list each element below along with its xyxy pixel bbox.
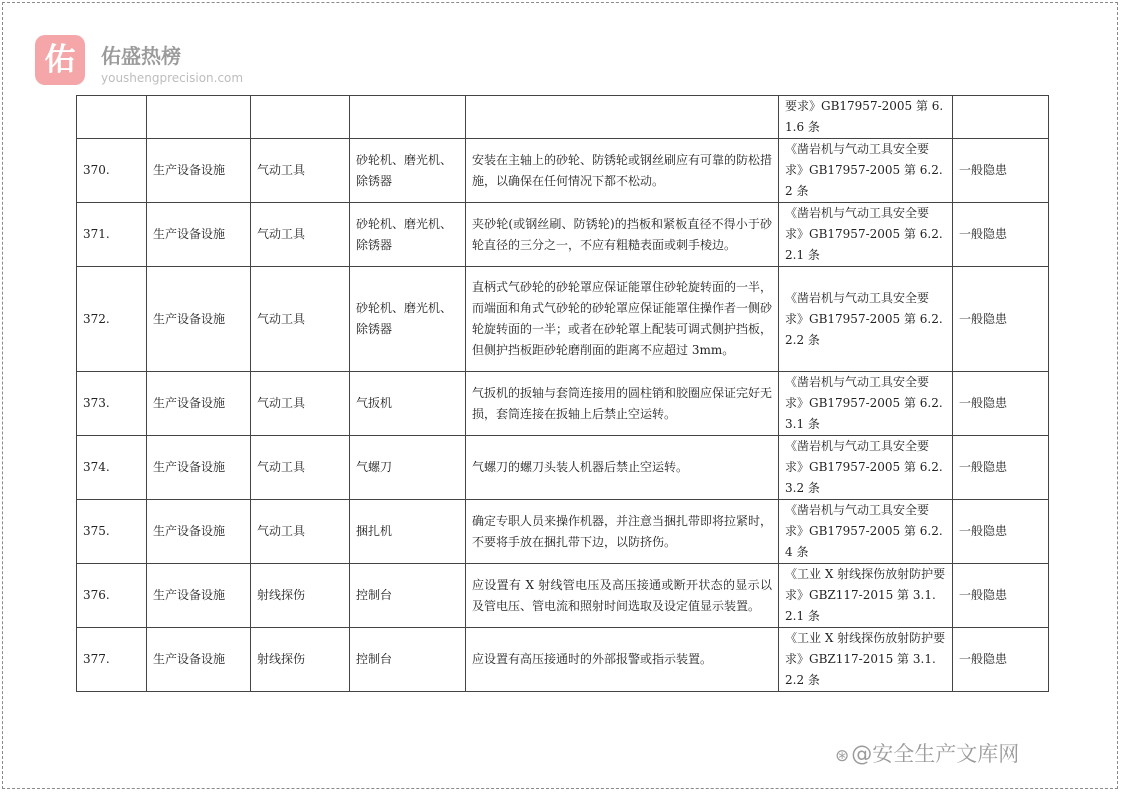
subcategory-cell: 射线探伤	[251, 564, 350, 628]
table-row	[77, 564, 1049, 628]
requirement-cell: 直柄式气砂轮的砂轮罩应保证能罩住砂轮旋转面的一半，而端面和角式气砂轮的砂轮罩应保证能罩住操作者一侧砂轮旋转面的一半；或者在砂轮罩上配装可调式侧护挡板，但侧护挡板距砂轮磨削面的距离不应超过 3mm。	[466, 267, 779, 372]
subcategory-cell: 气动工具	[251, 139, 350, 203]
requirement-cell: 应设置有 X 射线管电压及高压接通或断开状态的显示以及管电压、管电流和照射时间选取及设定值显示装置。	[466, 564, 779, 628]
table-row	[77, 267, 1049, 372]
basis-cell: 《凿岩机与气动工具安全要求》GB17957-2005 第 6.2.2.1 条	[779, 203, 953, 267]
hazard-level-cell: 一般隐患	[953, 564, 1049, 628]
table-row	[77, 139, 1049, 203]
table-row	[77, 96, 1049, 139]
table-row	[77, 372, 1049, 436]
item-cell: 气螺刀	[350, 436, 466, 500]
category-cell: 生产设备设施	[147, 267, 251, 372]
category-cell: 生产设备设施	[147, 436, 251, 500]
basis-cell: 要求》GB17957-2005 第 6.1.6 条	[779, 96, 953, 139]
item-cell: 捆扎机	[350, 500, 466, 564]
category-cell: 生产设备设施	[147, 564, 251, 628]
category-cell	[147, 96, 251, 139]
requirement-cell: 夹砂轮(或钢丝刷、防锈轮)的挡板和紧板直径不得小于砂轮直径的三分之一，不应有粗糙表面或刺手棱边。	[466, 203, 779, 267]
subcategory-cell: 气动工具	[251, 436, 350, 500]
category-cell: 生产设备设施	[147, 500, 251, 564]
table-row	[77, 628, 1049, 692]
hazard-level-cell: 一般隐患	[953, 267, 1049, 372]
hazard-table	[76, 95, 1049, 692]
item-cell	[350, 96, 466, 139]
table-row	[77, 500, 1049, 564]
watermark	[835, 738, 1019, 768]
brand-url: youshengprecision.com	[101, 71, 244, 85]
row-number: 376.	[77, 564, 147, 628]
requirement-cell: 气螺刀的螺刀头装人机器后禁止空运转。	[466, 436, 779, 500]
row-number: 370.	[77, 139, 147, 203]
requirement-cell: 安装在主轴上的砂轮、防锈轮或钢丝刷应有可靠的防松措施，以确保在任何情况下都不松动。	[466, 139, 779, 203]
requirement-cell: 确定专职人员来操作机器，并注意当捆扎带即将拉紧时，不要将手放在捆扎带下边，以防挤伤。	[466, 500, 779, 564]
brand-mark-icon: 佑	[35, 35, 85, 85]
requirement-cell	[466, 96, 779, 139]
subcategory-cell: 射线探伤	[251, 628, 350, 692]
basis-cell: 《凿岩机与气动工具安全要求》GB17957-2005 第 6.2.2 条	[779, 139, 953, 203]
category-cell: 生产设备设施	[147, 372, 251, 436]
hazard-level-cell: 一般隐患	[953, 628, 1049, 692]
item-cell: 砂轮机、磨光机、除锈器	[350, 267, 466, 372]
basis-cell: 《工业 X 射线探伤放射防护要求》GBZ117-2015 第 3.1.2.1 条	[779, 564, 953, 628]
basis-cell: 《凿岩机与气动工具安全要求》GB17957-2005 第 6.2.3.1 条	[779, 372, 953, 436]
basis-cell: 《工业 X 射线探伤放射防护要求》GBZ117-2015 第 3.1.2.2 条	[779, 628, 953, 692]
basis-cell: 《凿岩机与气动工具安全要求》GB17957-2005 第 6.2.3.2 条	[779, 436, 953, 500]
row-number	[77, 96, 147, 139]
row-number: 375.	[77, 500, 147, 564]
subcategory-cell	[251, 96, 350, 139]
subcategory-cell: 气动工具	[251, 372, 350, 436]
hazard-level-cell: 一般隐患	[953, 500, 1049, 564]
item-cell: 砂轮机、磨光机、除锈器	[350, 203, 466, 267]
subcategory-cell: 气动工具	[251, 203, 350, 267]
item-cell: 砂轮机、磨光机、除锈器	[350, 139, 466, 203]
requirement-cell: 应设置有高压接通时的外部报警或指示装置。	[466, 628, 779, 692]
watermark-text: @安全生产文库网	[851, 742, 1020, 766]
hazard-level-cell: 一般隐患	[953, 436, 1049, 500]
row-number: 374.	[77, 436, 147, 500]
table-row	[77, 436, 1049, 500]
category-cell: 生产设备设施	[147, 628, 251, 692]
category-cell: 生产设备设施	[147, 139, 251, 203]
row-number: 377.	[77, 628, 147, 692]
hazard-level-cell	[953, 96, 1049, 139]
hazard-level-cell: 一般隐患	[953, 372, 1049, 436]
row-number: 372.	[77, 267, 147, 372]
hazard-level-cell: 一般隐患	[953, 203, 1049, 267]
basis-cell: 《凿岩机与气动工具安全要求》GB17957-2005 第 6.2.4 条	[779, 500, 953, 564]
table-row	[77, 203, 1049, 267]
row-number: 371.	[77, 203, 147, 267]
category-cell: 生产设备设施	[147, 203, 251, 267]
item-cell: 气扳机	[350, 372, 466, 436]
weibo-icon: ⊛	[835, 746, 850, 766]
item-cell: 控制台	[350, 628, 466, 692]
hazard-level-cell: 一般隐患	[953, 139, 1049, 203]
basis-cell: 《凿岩机与气动工具安全要求》GB17957-2005 第 6.2.2.2 条	[779, 267, 953, 372]
subcategory-cell: 气动工具	[251, 267, 350, 372]
brand-name: 佑盛热榜	[101, 44, 181, 68]
row-number: 373.	[77, 372, 147, 436]
subcategory-cell: 气动工具	[251, 500, 350, 564]
item-cell: 控制台	[350, 564, 466, 628]
requirement-cell: 气扳机的扳轴与套筒连接用的圆柱销和胶圈应保证完好无损，套筒连接在扳轴上后禁止空运转。	[466, 372, 779, 436]
